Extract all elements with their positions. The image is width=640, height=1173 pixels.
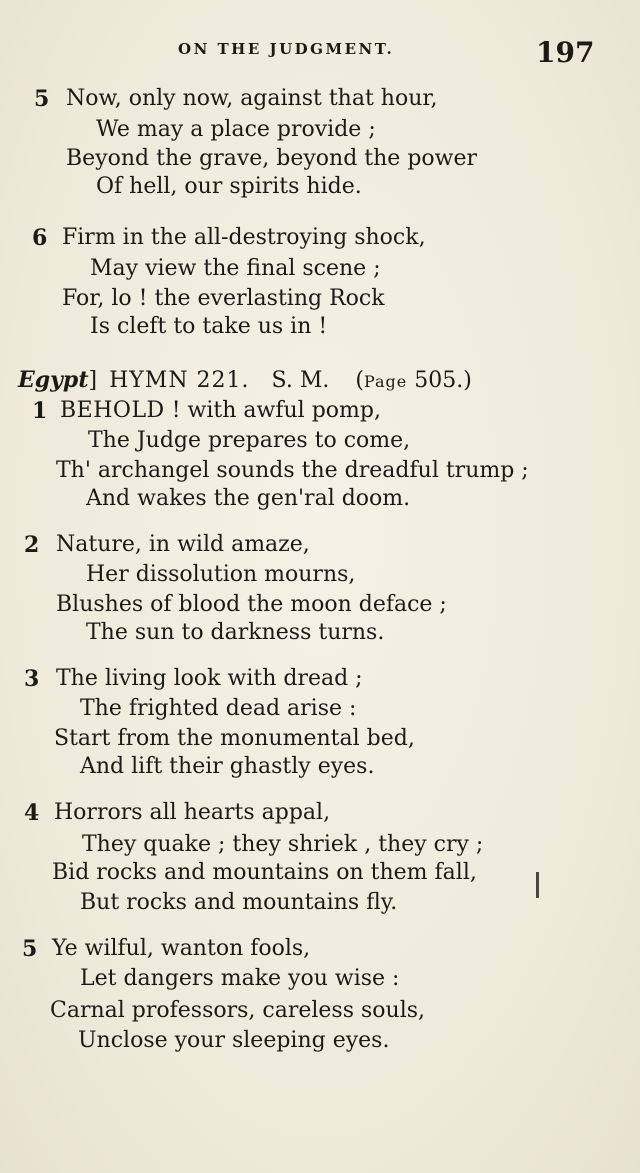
verse-line: BEHOLD ! with awful pomp, — [60, 398, 381, 423]
verse-line: The sun to darkness turns. — [86, 620, 385, 645]
verse-line: Unclose your sleeping eyes. — [78, 1028, 390, 1053]
verse-line: The frighted dead arise : — [80, 696, 357, 721]
verse-line: Let dangers make you wise : — [80, 966, 400, 991]
verse-line: Is cleft to take us in ! — [90, 314, 328, 339]
verse-line: They quake ; they shriek , they cry ; — [82, 832, 484, 857]
verse-line: Nature, in wild amaze, — [56, 532, 310, 557]
verse-line: Bid rocks and mountains on them fall, — [52, 860, 477, 885]
initial-word: BEHOLD — [60, 398, 165, 423]
verse-line: May view the final scene ; — [90, 256, 381, 281]
verse-line: The living look with dread ; — [56, 666, 363, 691]
hymn-header — [18, 369, 472, 392]
verse-line: Carnal professors, careless souls, — [50, 998, 426, 1023]
tune-name: Egypt — [18, 367, 89, 393]
verse-line: Horrors all hearts appal, — [54, 800, 331, 825]
stanza-number: 5 — [22, 936, 38, 962]
stanza-number: 5 — [34, 86, 50, 112]
verse-line: The Judge prepares to come, — [88, 428, 411, 453]
hymn-title: HYMN 221. — [109, 368, 250, 393]
stanza-number: 4 — [24, 800, 40, 826]
verse-line: Blushes of blood the moon deface ; — [56, 592, 447, 617]
hymn-meter: S. M. — [271, 368, 330, 393]
stanza-number: 1 — [32, 398, 48, 424]
verse-line: Of hell, our spirits hide. — [96, 174, 362, 199]
page-reference: (Page 505.) — [355, 368, 472, 393]
verse-line: Start from the monumental bed, — [54, 726, 415, 751]
verse-line: We may a place provide ; — [96, 117, 376, 142]
verse-line: Beyond the grave, beyond the power — [66, 146, 478, 171]
tune-bracket: ] — [88, 368, 98, 393]
verse-line: And lift their ghastly eyes. — [80, 754, 375, 779]
printer-mark — [536, 872, 539, 898]
verse-line: Now, only now, against that hour, — [66, 86, 438, 111]
verse-line: Her dissolution mourns, — [86, 562, 356, 587]
stanza-number: 3 — [24, 666, 40, 692]
stanza-number: 6 — [32, 225, 48, 251]
verse-line: For, lo ! the everlasting Rock — [62, 286, 385, 311]
verse-line: And wakes the gen'ral doom. — [86, 486, 411, 511]
verse-line: Th' archangel sounds the dreadful trump ; — [56, 458, 529, 483]
stanza-number: 2 — [24, 532, 40, 558]
verse-line: Firm in the all-destroying shock, — [62, 225, 426, 250]
verse-line: But rocks and mountains fly. — [80, 890, 398, 915]
page-number: 197 — [536, 36, 595, 69]
verse-line: Ye wilful, wanton fools, — [52, 936, 311, 961]
running-title: ON THE JUDGMENT. — [178, 40, 395, 58]
